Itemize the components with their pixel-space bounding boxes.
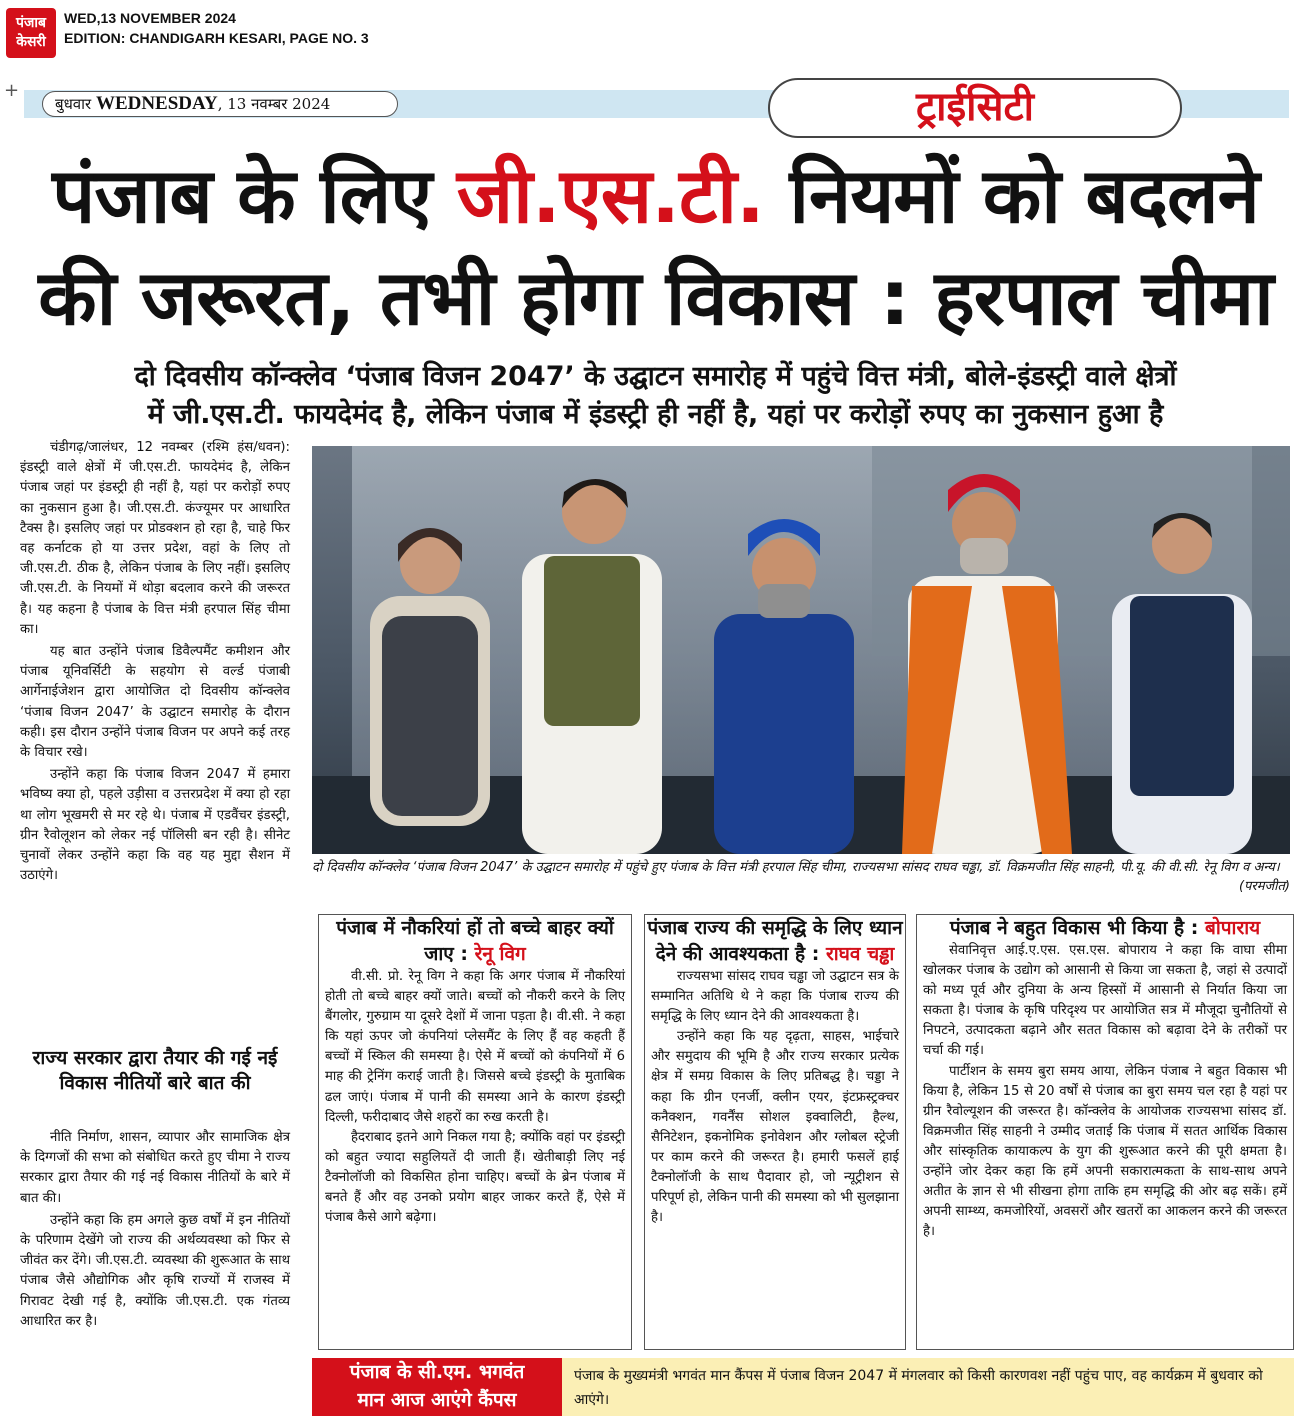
photo-caption bbox=[312, 858, 1290, 896]
date-hindi-date: , 13 नवम्बर 2024 bbox=[217, 95, 331, 113]
cm-visit-banner bbox=[312, 1358, 562, 1416]
event-photo-illustration bbox=[312, 446, 1290, 854]
box-2-headline bbox=[645, 915, 905, 967]
box-2-head-text: पंजाब राज्य की समृद्धि के लिए ध्यान देने की आवश्यकता है : bbox=[647, 917, 903, 965]
lead-paragraph-1: चंडीगढ़/जालंधर, 12 नवम्बर (रश्मि हंस/धवन): इंडस्ट्री वाले क्षेत्रों में जी.एस.टी. फायदेमंद है, लेकिन पंजाब जहां पर इंडस्ट्री ही नहीं है, यहां पर करोड़ों रुपए का नुकसान हुआ है। जी.एस.टी. कंज्यूमर पर आधारित टैक्स है। इसलिए जहां पर प्रोडक्शन हो रहा है, चाहे फिर वह कर्नाटक हो या उत्तर प्रदेश, वहां के लिए तो जी.एस.टी. ठीक है, लेकिन पंजाब के लिए नहीं। इसलिए जी.एस.टी. के नियमों में थोड़ा बदलाव करने की जरूरत है। यह कहना है पंजाब के वित्त मंत्री हरपाल सिंह चीमा का। bbox=[20, 440, 290, 637]
logo-line-1: पंजाब bbox=[16, 15, 46, 31]
event-photo bbox=[312, 446, 1290, 854]
cm-visit-note: पंजाब के मुख्यमंत्री भगवंत मान कैंपस में पंजाब विजन 2047 में मंगलवार को किसी कारणवश नहीं पहुंच पाए, वह कार्यक्रम में बुधवार को आएंगे। bbox=[562, 1358, 1294, 1416]
column-subhead: राज्य सरकार द्वारा तैयार की गई नई विकास नीतियों बारे बात की bbox=[32, 1047, 278, 1094]
edition-line: EDITION: CHANDIGARH KESARI, PAGE NO. 3 bbox=[64, 30, 369, 46]
box-2-paragraph-2: उन्होंने कहा कि यह दृढ़ता, साहस, भाईचारे और समुदाय की भूमि है और राज्य सरकार प्रत्येक क्षेत्र में समग्र विकास के लिए प्रतिबद्ध है। चड्डा ने कहा कि ग्रीन एनर्जी, क्लीन एयर, इंटफ्रस्ट्रक्चर कनैक्शन, गवर्नैंस सोशल इक्वालिटी, हैल्थ, सैनिटेशन, इकनोमिक इनोवेशन और ग्लोबल स्ट्रेजी पर काम करने की जरूरत है। हमारी फसलें हाई टैक्नोलॉजी के साथ पैदावार हो, जो न्यूट्रीशन से परिपूर्ण हो, लेकिन पानी की समस्या को भी सुलझाना है। bbox=[651, 1029, 899, 1226]
box-3-paragraph-2: पार्टीशन के समय बुरा समय आया, लेकिन पंजाब ने बहुत विकास भी किया है, लेकिन 15 से 20 वर्षों से पंजाब का बुरा समय चल रहा है यहां पर ग्रीन रैवोल्यूशन की जरूरत है। कॉन्क्लेव के आयोजक राज्यसभा सांसद डॉ. विक्रमजीत सिंह साहनी ने उम्मीद जताई कि पंजाब में सतत आर्थिक विकास और सांस्कृतिक कायाकल्प के युग की शुरूआत करने की पूरी क्षमता है। उन्होंने जोर देकर कहा कि हमें अपनी सकारात्मकता के साथ-साथ अपने अतीत के ज्ञान से भी सीखना होगा ताकि हम समृद्धि की ओर बढ़ सकें। हमें अपनी साम्थ्य, कमजोरियों, अवसरों और खतरों का आकलन करने की जरूरत है। bbox=[923, 1063, 1287, 1240]
newspaper-logo bbox=[6, 8, 56, 58]
edition-meta bbox=[64, 8, 369, 48]
subheadline-line-1: दो दिवसीय कॉन्क्लेव ‘पंजाब विजन 2047’ के उद्घाटन समारोह में पहुंचे वित्त मंत्री, बोले-इंडस्ट्री वाले क्षेत्रों bbox=[134, 361, 1177, 392]
headline-line-1 bbox=[0, 146, 1311, 246]
box-3-head-name: बोपाराय bbox=[1204, 917, 1261, 939]
cm-visit-line-2: मान आज आएंगे कैंपस bbox=[357, 1389, 517, 1411]
box-3-headline bbox=[917, 915, 1293, 941]
headline-part-a: पंजाब के लिए bbox=[52, 151, 457, 240]
box-3-head-text: पंजाब ने बहुत विकास भी किया है : bbox=[949, 917, 1205, 939]
box-1-paragraph-2: हैदराबाद इतने आगे निकल गया है; क्योंकि वहां पर इंडस्ट्री को बहुत ज्यादा सहुलियतें दी जाती हैं। खेतीबाड़ी लिए नई टैक्नोलॉजी को विकसित होना चाहिए। बच्चों के ब्रेन पंजाब में बनते हैं और वह उनको प्रयोग बाहर जाकर करते हैं, ऐसे में पंजाब कैसे आगे बढ़ेगा। bbox=[325, 1129, 625, 1226]
date-english-day: WEDNESDAY bbox=[95, 93, 218, 114]
story-box-boparai bbox=[916, 914, 1294, 1350]
headline-part-b: नियमों को बदलने bbox=[763, 151, 1259, 240]
photo-credit: (परमजीत) bbox=[1238, 879, 1290, 894]
headline-highlight: जी.एस.टी. bbox=[456, 151, 764, 240]
lead-paragraph-4: नीति निर्माण, शासन, व्यापार और सामाजिक क्षेत्र के दिग्गजों की सभा को संबोधित करते हुए चीमा ने राज्य सरकार द्वारा तैयार की गई नई विकास नीतियों के बारे में बात की। bbox=[20, 1130, 290, 1206]
box-3-paragraph-1: सेवानिवृत्त आई.ए.एस. एस.एस. बोपाराय ने कहा कि वाघा सीमा खोलकर पंजाब के उद्योग को आसानी से किया जा सकता है, जहां से उत्पादों को मध्य पूर्व और दुनिया के अन्य हिस्सों में आसानी से निर्यात किया जा सकता है। पंजाब के कृषि परिदृश्य पर आयोजित सत्र में मौजूदा चुनौतियों से निपटने, उत्पादकता बढ़ाने और सतत विकास को बढ़ावा देने के तरीकों पर चर्चा की गई। bbox=[923, 943, 1287, 1059]
cm-visit-line-1: पंजाब के सी.एम. भगवंत bbox=[349, 1361, 525, 1383]
box-2-head-name: राघव चड्ढा bbox=[825, 943, 895, 965]
date-line: WED,13 NOVEMBER 2024 bbox=[64, 10, 236, 26]
section-title: ट्राईसिटी bbox=[768, 78, 1182, 138]
box-1-head-name: रेनू विग bbox=[474, 943, 526, 965]
box-2-paragraph-1: राज्यसभा सांसद राघव चड्ढा जो उद्घाटन सत्र के सम्मानित अतिथि थे ने कहा कि पंजाब राज्य की समृद्धि के लिए ध्यान देने की आवश्यकता है। bbox=[651, 969, 899, 1025]
box-2-body bbox=[645, 967, 905, 1228]
lead-paragraph-2: यह बात उन्होंने पंजाब डिवैल्पमैंट कमीशन और पंजाब यूनिवर्सिटी के सहयोग से वर्ल्ड पंजाबी आर्गेनाईजेशन द्वारा आयोजित दो दिवसीय कॉन्क्लेव ‘पंजाब विजन 2047’ के उद्घाटन समारोह के दौरान कही। इस दौरान उन्होंने पंजाब विजन पर अपने कई तरह के विचार रखे। bbox=[20, 644, 290, 761]
lead-paragraph-5: उन्होंने कहा कि हम अगले कुछ वर्षों में इन नीतियों के परिणाम देखेंगे जो राज्य की अर्थव्यवस्था को फिर से जीवंत कर देंगे। जी.एस.टी. व्यवस्था की शुरूआत के साथ पंजाब जैसे औद्योगिक और कृषि राज्यों में राजस्व में गिरावट देखी गई है, क्योंकि जी.एस.टी. एक गंतव्य आधारित कर है। bbox=[20, 1212, 290, 1329]
lead-paragraph-3: उन्होंने कहा कि पंजाब विजन 2047 में हमारा भविष्य क्या हो, पहले उड़ीसा व उत्तरप्रदेश में क्या हो रहा था लोग भूखमरी से मर रहे थे। पंजाब में एडवैंचर इंडस्ट्री, ग्रीन रैवोलूशन को लेकर नई पॉलिसी बन रही है। सीनेट चुनावों लेकर उन्होंने कहा कि वह यह मुद्दा सैशन में उठाएंगे। bbox=[20, 767, 290, 884]
subheadline-line-2: में जी.एस.टी. फायदेमंद है, लेकिन पंजाब में इंडस्ट्री ही नहीं है, यहां पर करोड़ों रुपए का नुकसान हुआ है bbox=[147, 399, 1164, 430]
logo-line-2: केसरी bbox=[16, 34, 46, 50]
headline-line-2: की जरूरत, तभी होगा विकास : हरपाल चीमा bbox=[38, 253, 1273, 342]
story-box-renu-vig bbox=[318, 914, 632, 1350]
story-box-raghav-chadha bbox=[644, 914, 906, 1350]
lead-column bbox=[20, 438, 290, 888]
date-hindi-day: बुधवार bbox=[55, 95, 92, 113]
box-1-headline bbox=[319, 915, 631, 967]
caption-text: दो दिवसीय कॉन्क्लेव ‘पंजाब विजन 2047’ के उद्घाटन समारोह में पहुंचे हुए पंजाब के वित्त मंत्री हरपाल सिंह चीमा, राज्यसभा सांसद राघव चड्ढा, डॉ. विक्रमजीत सिंह साहनी, पी.यू. की वी.सी. रेनू विग व अन्य। bbox=[312, 860, 1280, 875]
lead-column-continued bbox=[20, 1128, 290, 1334]
box-1-paragraph-1: वी.सी. प्रो. रेनू विग ने कहा कि अगर पंजाब में नौकरियां होती तो बच्चे बाहर क्यों जाते। बच्चों को नौकरी करने के लिए बैंगलोर, गुरुग्राम या दूसरे देशों में जाना पड़ता है। वी.सी. ने कहा कि यहां ऊपर जो कंपनियां प्लेसमैंट के लिए हैं वह कहती हैं बच्चों में स्किल की समस्या है। ऐसे में बच्चों को कंपनियों में 6 माह की ट्रेनिंग कराई जाती है। जिससे बच्चे इंडस्ट्री के मुताबिक ढल जाएं। पंजाब में पानी की समस्या आने के कारण इंडस्ट्री दिल्ली, फरीदाबाद जैसे शहरों का रुख करती है। bbox=[325, 969, 625, 1125]
box-3-body bbox=[917, 941, 1293, 1242]
date-pill bbox=[42, 91, 398, 117]
box-1-head-text: पंजाब में नौकरियां हों तो बच्चे बाहर क्यों जाए : bbox=[336, 917, 614, 965]
box-1-body bbox=[319, 967, 631, 1228]
crop-mark-icon: + bbox=[4, 80, 20, 101]
